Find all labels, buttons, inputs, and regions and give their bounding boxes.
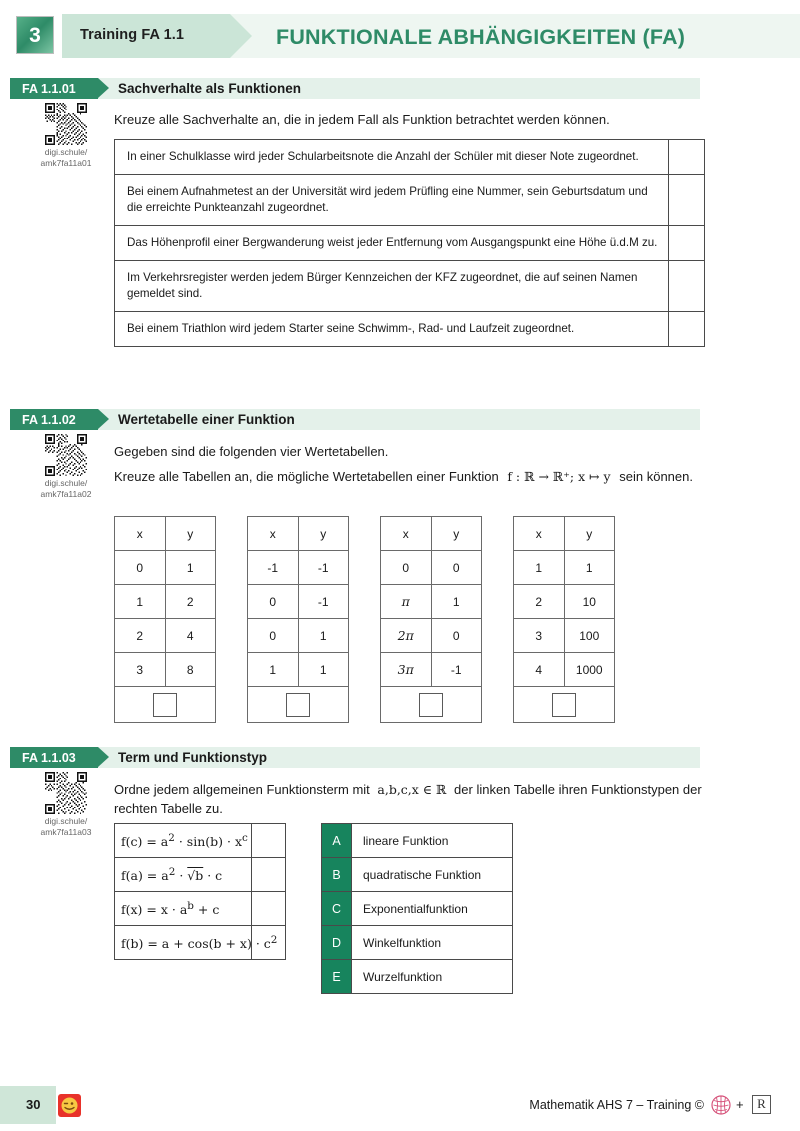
cell-y: 0 [431,551,482,585]
table-row [381,687,482,723]
cell-y: -1 [431,653,482,687]
exercise-2-instruction-line1: Gegeben sind die folgenden vier Wertetabellen. [114,444,389,459]
instruction-text-after: sein können. [619,469,693,484]
statement-text: Das Höhenprofil einer Bergwanderung weist jeder Entfernung vom Ausgangspunkt eine Höhe ü.d.M zu. [115,225,669,260]
table-row [514,619,615,653]
training-label: Training FA 1.1 [80,27,185,43]
chapter-number-box [16,16,54,54]
table-row [115,687,216,723]
table-row [115,585,216,619]
table-row [381,653,482,687]
statement-text: Bei einem Aufnahmetest an der Universität wird jedem Prüfling eine Nummer, sein Geburtsdatum und die erreichte Punkteanzahl zugeordnet. [115,174,669,225]
answer-checkbox[interactable] [419,693,443,717]
table-row [115,824,286,858]
exercise-2-instruction-line2 [114,468,693,487]
exercise-title: Wertetabelle einer Funktion [118,412,295,427]
cell-x: 1 [115,585,166,619]
value-tables-group [114,516,705,721]
type-letter: D [322,926,352,960]
function-term: $f(c) = a^2 \cdot \sin(b) \cdot x^c$ [115,824,252,858]
statement-checkbox-cell[interactable] [669,140,705,175]
cell-x: 0 [115,551,166,585]
exercise-tag-label: FA 1.1.01 [22,82,76,96]
type-name: Wurzelfunktion [352,960,513,994]
table-row [115,551,216,585]
value-table-3 [380,516,482,723]
type-letter: A [322,824,352,858]
qr-caption-line1: digi.schule/ [44,147,88,157]
table-row [514,585,615,619]
table-row [115,926,286,960]
cell-y: 2 [165,585,216,619]
answer-checkbox[interactable] [552,693,576,717]
cell-y: 10 [564,585,615,619]
cell-x: 2π [381,619,432,653]
page-title: FUNKTIONALE ABHÄNGIGKEITEN (FA) [276,25,686,49]
cell-x: 0 [381,551,432,585]
exercise-1-instruction: Kreuze alle Sachverhalte an, die in jedem Fall als Funktion betrachtet werden können. [114,112,610,127]
column-header-y: y [165,517,216,551]
qr-caption-line2: amk7fa11a01 [40,157,92,168]
qr-caption [28,147,104,168]
type-letter: B [322,858,352,892]
cell-y: 1 [298,619,349,653]
table-row [322,960,513,994]
exercise-header-background [10,78,700,99]
cell-x: 2 [514,585,565,619]
qr-code-icon[interactable] [45,103,87,145]
table-row [248,619,349,653]
column-header-y: y [431,517,482,551]
table-row [248,551,349,585]
column-header-x: x [115,517,166,551]
table-row [115,260,705,311]
cell-y: -1 [298,551,349,585]
qr-caption-line2: amk7fa11a03 [40,826,92,837]
instruction-text-before: Kreuze alle Tabellen an, die mögliche Wertetabellen einer Funktion [114,469,499,484]
statement-checkbox-cell[interactable] [669,260,705,311]
qr-caption-line2: amk7fa11a02 [40,488,92,499]
statement-checkbox-cell[interactable] [669,311,705,346]
cell-x: 3 [115,653,166,687]
table-row [514,551,615,585]
page-number: 30 [26,1097,41,1112]
function-term: $f(x) = x \cdot a^b + c$ [115,892,252,926]
table-row [115,140,705,175]
exercise-header-background [10,747,700,768]
statement-checkbox-cell[interactable] [669,225,705,260]
exercise-tag-arrow [98,78,109,98]
cell-x: 2 [115,619,166,653]
cell-x: 3π [381,653,432,687]
exercise-header-fa11102 [10,409,700,430]
type-name: Winkelfunktion [352,926,513,960]
cell-y: 1 [165,551,216,585]
table-row [248,653,349,687]
answer-cell[interactable] [381,687,482,723]
column-header-x: x [381,517,432,551]
cell-y: -1 [298,585,349,619]
cell-y: 1 [564,551,615,585]
table-row [115,517,216,551]
table-row [381,551,482,585]
value-table-2 [247,516,349,723]
statement-text: In einer Schulklasse wird jeder Schularbeitsnote die Anzahl der Schüler mit dieser Note zugeordnet. [115,140,669,175]
table-row [381,585,482,619]
table-row [381,619,482,653]
qr-block-fa11101[interactable] [28,103,104,168]
qr-caption [28,816,104,837]
smiley-icon [58,1094,81,1117]
function-types-table [321,823,513,994]
cell-y: 1 [431,585,482,619]
instruction-text-after: der linken Tabelle ihren Funktionstypen der rechten Tabelle zu. [114,782,702,816]
exercise-title: Sachverhalte als Funktionen [118,81,302,96]
qr-caption-line1: digi.schule/ [44,478,88,488]
term-answer-cell[interactable] [252,892,286,926]
plus-sign: + [736,1097,744,1112]
statement-checkbox-cell[interactable] [669,174,705,225]
type-name: Exponentialfunktion [352,892,513,926]
type-name: quadratische Funktion [352,858,513,892]
value-table-1 [114,516,216,723]
cell-x: 0 [248,619,299,653]
exercise-tag-arrow [98,409,109,429]
exercise-tag-label: FA 1.1.03 [22,751,76,765]
exercise-3-instruction [114,781,704,819]
cell-x: 1 [514,551,565,585]
table-row [514,653,615,687]
r-logo-icon: R [752,1095,771,1114]
table-row [115,653,216,687]
cell-x: 3 [514,619,565,653]
function-term: $f(b) = a + \cos(b + x) \cdot c^2$ [115,926,252,960]
answer-cell[interactable] [248,687,349,723]
table-row [115,858,286,892]
cell-x: -1 [248,551,299,585]
qr-block-fa11102[interactable] [28,434,104,499]
header-training-arrow [230,14,252,58]
table-row [322,926,513,960]
cell-y: 1000 [564,653,615,687]
table-row [115,225,705,260]
exercise-header-fa11101 [10,78,700,99]
column-header-x: x [514,517,565,551]
exercise-tag-label: FA 1.1.02 [22,413,76,427]
function-term: $f(a) = a^2 \cdot √b \cdot c$ [115,858,252,892]
statement-text: Im Verkehrsregister werden jedem Bürger Kennzeichen der KFZ zugeordnet, die auf seinen Namen gemeldet sind. [115,260,669,311]
statement-text: Bei einem Triathlon wird jedem Starter seine Schwimm-, Rad- und Laufzeit zugeordnet. [115,311,669,346]
cell-y: 0 [431,619,482,653]
table-row [381,517,482,551]
cell-x: 0 [248,585,299,619]
qr-block-fa11103[interactable] [28,772,104,837]
exercise-title: Term und Funktionstyp [118,750,267,765]
cell-x: π [381,585,432,619]
column-header-y: y [298,517,349,551]
answer-checkbox[interactable] [153,693,177,717]
chapter-number: 3 [29,23,41,47]
qr-code-icon[interactable] [45,772,87,814]
function-notation: f : ℝ → ℝ⁺; x ↦ y [507,469,611,484]
table-row [322,892,513,926]
cell-x: 4 [514,653,565,687]
answer-cell[interactable] [514,687,615,723]
type-name: lineare Funktion [352,824,513,858]
answer-checkbox[interactable] [286,693,310,717]
cell-y: 1 [298,653,349,687]
table-row [248,585,349,619]
cell-x: 1 [248,653,299,687]
term-answer-cell[interactable] [252,824,286,858]
table-row [322,858,513,892]
table-row [115,174,705,225]
table-row [248,517,349,551]
table-row [514,517,615,551]
qr-caption-line1: digi.schule/ [44,816,88,826]
exercise-tag-arrow [98,747,109,767]
statements-table [114,139,705,347]
cell-y: 4 [165,619,216,653]
page-footer [0,1086,800,1124]
footer-credit-text: Mathematik AHS 7 – Training © [529,1098,704,1112]
variable-domain-notation: a,b,c,x ∈ ℝ [377,782,447,797]
type-letter: E [322,960,352,994]
smiley-face-glyph [58,1094,81,1117]
qr-caption [28,478,104,499]
type-letter: C [322,892,352,926]
cell-y: 100 [564,619,615,653]
brain-logo-icon [710,1094,732,1116]
instruction-text-before: Ordne jedem allgemeinen Funktionsterm mit [114,782,370,797]
exercise-header-fa11103 [10,747,700,768]
column-header-x: x [248,517,299,551]
function-terms-table [114,823,286,960]
term-answer-cell[interactable] [252,858,286,892]
answer-cell[interactable] [115,687,216,723]
footer-logos [708,1094,780,1116]
table-row [115,619,216,653]
page-header [0,14,800,58]
column-header-y: y [564,517,615,551]
table-row [322,824,513,858]
table-row [115,311,705,346]
exercise-header-background [10,409,700,430]
value-table-4 [513,516,615,723]
cell-y: 8 [165,653,216,687]
qr-code-icon[interactable] [45,434,87,476]
table-row [514,687,615,723]
table-row [248,687,349,723]
table-row [115,892,286,926]
